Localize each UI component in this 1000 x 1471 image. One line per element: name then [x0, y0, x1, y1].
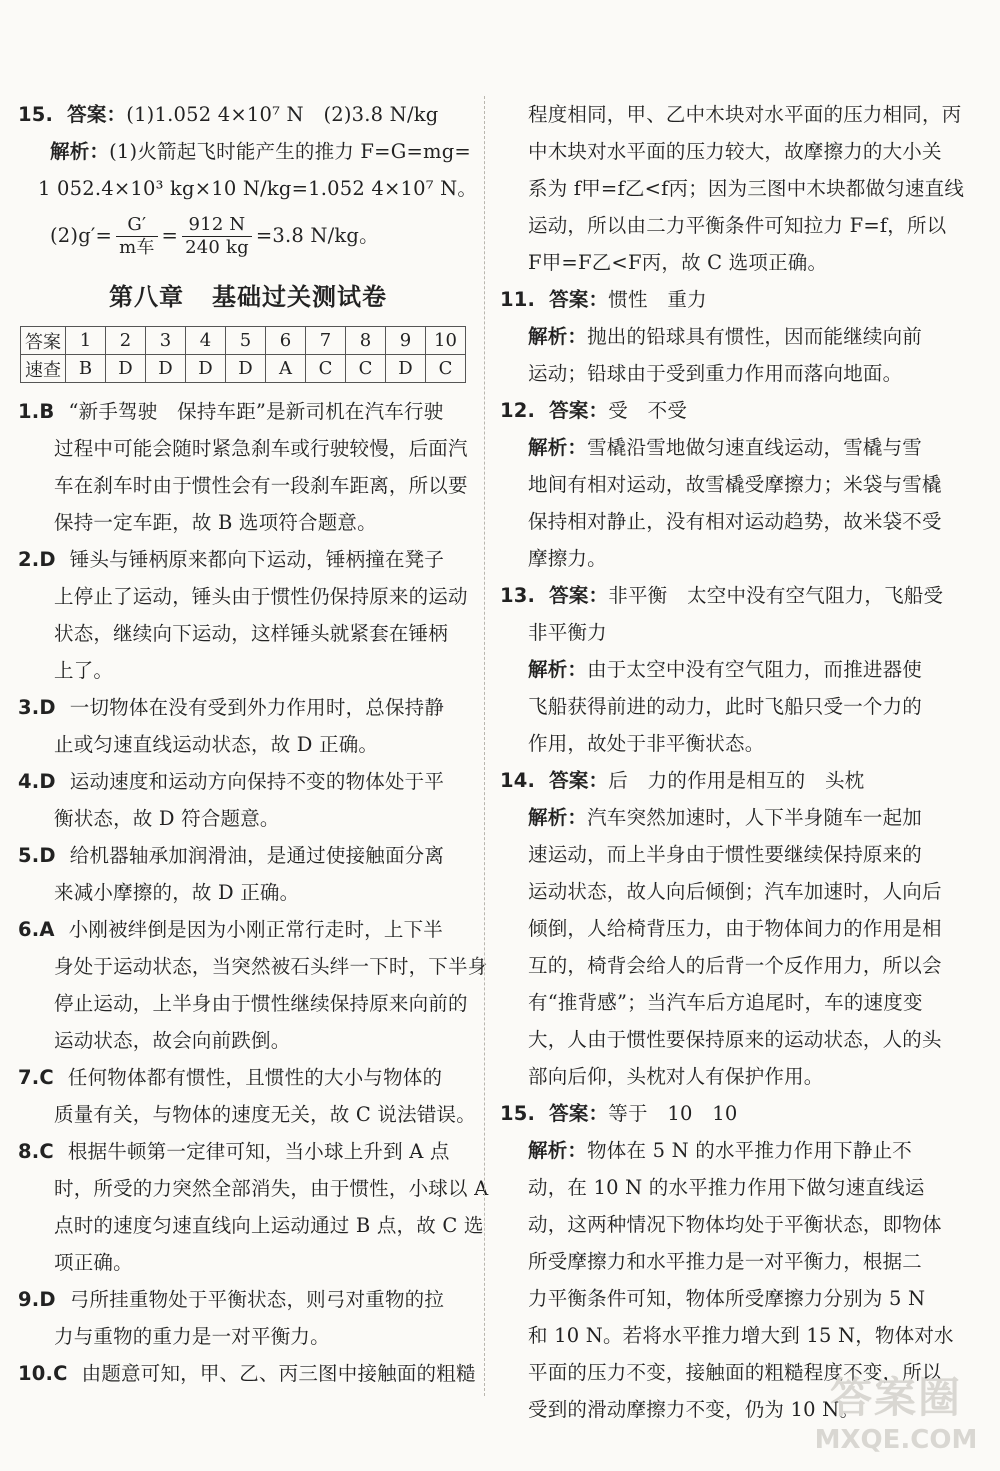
q15-answer-line	[18, 96, 478, 133]
answer-tag: 答案：	[549, 1102, 609, 1125]
table-cell: 4	[186, 327, 226, 355]
table-cell: C	[426, 355, 466, 383]
continuation-line: 系为 f甲=f乙<f丙；因为三图中木块都做匀速直线	[528, 177, 965, 200]
jiexi-line	[500, 1021, 960, 1058]
jiexi-text: 和 10 N。若将水平推力增大到 15 N，物体对水	[528, 1324, 954, 1347]
jiexi-text: 地间有相对运动，故雪橇受摩擦力；米袋与雪橇	[528, 473, 942, 496]
answer-table-answer-row	[21, 355, 466, 383]
jiexi-line	[500, 1243, 960, 1280]
jiexi-line	[500, 466, 960, 503]
answer-tag: 答案：	[549, 584, 609, 607]
answer-line	[500, 1095, 960, 1132]
jiexi-line	[500, 947, 960, 984]
table-cell: 3	[146, 327, 186, 355]
item-text: 运动速度和运动方向保持不变的物体处于平	[69, 770, 445, 793]
item-text: 状态，继续向下运动，这样锤头就紧套在锤柄	[54, 622, 449, 645]
watermark-logo	[806, 1365, 986, 1465]
jiexi-text: 所受摩擦力和水平推力是一对平衡力，根据二	[528, 1250, 923, 1273]
item-line	[18, 1318, 478, 1355]
fraction-g	[116, 214, 157, 259]
item-line	[18, 1133, 478, 1170]
jiexi-text: 汽车突然加速时，人下半身随车一起加	[587, 806, 923, 829]
q15-jiexi-line2: 1 052.4×10³ kg×10 N/kg=1.052 4×10⁷ N。	[38, 177, 478, 200]
item-number: 8.C	[18, 1140, 54, 1163]
jiexi-text: 作用，故处于非平衡状态。	[528, 732, 765, 755]
formula-prefix: (2)g′=	[50, 224, 113, 247]
table-header: 答案	[21, 327, 66, 355]
answer-tag: 答案：	[67, 103, 127, 126]
continuation-line: 中木块对水平面的压力较大，故摩擦力的大小关	[528, 140, 942, 163]
item-line	[18, 985, 478, 1022]
chapter-name: 基础过关测试卷	[212, 283, 387, 311]
jiexi-text: 倾倒，人给椅背压力，由于物体间力的作用是相	[528, 917, 942, 940]
item-text: 停止运动，上半身由于惯性继续保持原来向前的	[54, 992, 468, 1015]
item-line	[18, 837, 478, 874]
jiexi-line	[500, 429, 960, 466]
jiexi-text: 保持相对静止，没有相对运动趋势，故米袋不受	[528, 510, 942, 533]
item-text: 身处于运动状态，当突然被石头绊一下时，下半身	[54, 955, 488, 978]
continuation-line: 运动，所以由二力平衡条件可知拉力 F=f，所以	[528, 214, 947, 237]
jiexi-text: 摩擦力。	[528, 547, 607, 570]
item-text: 力与重物的重力是一对平衡力。	[54, 1325, 330, 1348]
answer-line	[500, 614, 960, 651]
table-cell: D	[386, 355, 426, 383]
jiexi-line	[500, 540, 960, 577]
answer-line	[500, 392, 960, 429]
item-line	[18, 1244, 478, 1281]
jiexi-text: 部向后仰，头枕对人有保护作用。	[528, 1065, 824, 1088]
jiexi-tag: 解析：	[528, 806, 588, 829]
jiexi-text: 动，在 10 N 的水平推力作用下做匀速直线运	[528, 1176, 925, 1199]
table-cell: 10	[426, 327, 466, 355]
column-divider	[484, 96, 485, 1396]
item-number: 10.C	[18, 1362, 68, 1385]
q10-continuation	[500, 96, 965, 281]
formula-suffix: =3.8 N/kg。	[255, 224, 379, 247]
table-cell: C	[306, 355, 346, 383]
jiexi-text: 力平衡条件可知，物体所受摩擦力分别为 5 N	[528, 1287, 926, 1310]
q15-jiexi-text: (1)火箭起飞时能产生的推力 F=G=mg=	[109, 140, 471, 163]
answer-table	[20, 326, 466, 383]
jiexi-tag: 解析：	[528, 1139, 588, 1162]
jiexi-tag: 解析：	[528, 325, 588, 348]
item-text: 一切物体在没有受到外力作用时，总保持静	[69, 696, 445, 719]
item-line	[18, 430, 478, 467]
item-text: 上停止了运动，锤头由于惯性仍保持原来的运动	[54, 585, 468, 608]
item-number: 3.D	[18, 696, 56, 719]
jiexi-tag: 解析：	[528, 658, 588, 681]
answer-tag: 答案：	[549, 399, 609, 422]
item-number: 5.D	[18, 844, 56, 867]
jiexi-text: 受到的滑动摩擦力不变，仍为 10 N。	[528, 1398, 860, 1421]
item-number: 14.	[500, 769, 536, 792]
item-line	[18, 874, 478, 911]
jiexi-text: 运动；铅球由于受到重力作用而落向地面。	[528, 362, 903, 385]
item-text: 车在刹车时由于惯性会有一段刹车距离，所以要	[54, 474, 468, 497]
answer-line	[500, 577, 960, 614]
item-text: 锤头与锤柄原来都向下运动，锤柄撞在凳子	[69, 548, 445, 571]
jiexi-line	[500, 688, 960, 725]
table-cell: D	[106, 355, 146, 383]
jiexi-text: 动，这两种情况下物体均处于平衡状态，即物体	[528, 1213, 942, 1236]
answer-text: 惯性 重力	[608, 288, 707, 311]
item-number: 12.	[500, 399, 536, 422]
item-number: 7.C	[18, 1066, 54, 1089]
item-number: 15.	[500, 1102, 536, 1125]
answer-line	[500, 281, 960, 318]
item-line	[18, 763, 478, 800]
continuation-line: 程度相同，甲、乙中木块对水平面的压力相同，丙	[528, 103, 962, 126]
table-cell: C	[346, 355, 386, 383]
jiexi-line	[500, 355, 960, 392]
item-text: 由题意可知，甲、乙、丙三图中接触面的粗糙	[81, 1362, 476, 1385]
jiexi-text: 飞船获得前进的动力，此时飞船只受一个力的	[528, 695, 923, 718]
continuation-line: F甲=F乙<F丙，故 C 选项正确。	[528, 251, 828, 274]
item-number: 1.B	[18, 400, 55, 423]
item-line	[18, 1022, 478, 1059]
jiexi-line	[500, 1206, 960, 1243]
item-text: 根据牛顿第一定律可知，当小球上升到 A 点	[67, 1140, 450, 1163]
item-line	[18, 1207, 484, 1244]
jiexi-line	[500, 725, 960, 762]
item-text: 运动状态，故会向前跌倒。	[54, 1029, 291, 1052]
fraction-numerator: G′	[116, 214, 157, 237]
answer-text: 非平衡力	[528, 621, 607, 644]
answer-tag: 答案：	[549, 769, 609, 792]
item-number: 6.A	[18, 918, 55, 941]
jiexi-line	[500, 984, 960, 1021]
table-cell: B	[66, 355, 106, 383]
q15-number: 15.	[18, 103, 54, 126]
item-text: 时，所受的力突然全部消失，由于惯性，小球以 A	[54, 1177, 489, 1200]
item-line	[18, 1059, 478, 1096]
jiexi-text: 速运动，而上半身由于惯性要继续保持原来的	[528, 843, 923, 866]
item-text: “新手驾驶 保持车距”是新司机在汽车行驶	[68, 400, 444, 423]
item-line	[18, 726, 478, 763]
jiexi-text: 物体在 5 N 的水平推力作用下静止不	[587, 1139, 912, 1162]
left-column	[18, 96, 489, 1392]
item-text: 质量有关，与物体的速度无关，故 C 说法错误。	[54, 1103, 476, 1126]
jiexi-line	[500, 503, 960, 540]
item-line	[18, 615, 478, 652]
table-cell: 5	[226, 327, 266, 355]
item-text: 来减小摩擦的，故 D 正确。	[54, 881, 300, 904]
jiexi-line	[500, 873, 960, 910]
jiexi-text: 运动状态，故人向后倾倒；汽车加速时，人向后	[528, 880, 942, 903]
jiexi-line	[500, 836, 960, 873]
item-line	[18, 578, 478, 615]
item-line	[18, 467, 478, 504]
jiexi-line	[500, 1280, 960, 1317]
q15-jiexi-line	[18, 133, 478, 170]
item-line	[18, 911, 478, 948]
item-number: 11.	[500, 288, 536, 311]
item-text: 上了。	[54, 659, 114, 682]
item-line	[18, 1355, 478, 1392]
answer-text: 受 不受	[608, 399, 688, 422]
jiexi-line	[500, 1058, 960, 1095]
answer-tag: 答案：	[549, 288, 609, 311]
item-text: 弓所挂重物处于平衡状态，则弓对重物的拉	[69, 1288, 445, 1311]
jiexi-line	[500, 910, 960, 947]
q15-answer: (1)1.052 4×10⁷ N (2)3.8 N/kg	[126, 103, 439, 126]
item-number: 13.	[500, 584, 536, 607]
answer-text: 非平衡 太空中没有空气阻力，飞船受	[608, 584, 944, 607]
answer-text: 后 力的作用是相互的 头枕	[608, 769, 865, 792]
answer-table-number-row	[21, 327, 466, 355]
item-number: 9.D	[18, 1288, 56, 1311]
table-cell: 9	[386, 327, 426, 355]
item-text: 项正确。	[54, 1251, 133, 1274]
table-cell: A	[266, 355, 306, 383]
table-header: 速查	[21, 355, 66, 383]
right-items-list	[500, 281, 960, 1428]
table-cell: D	[186, 355, 226, 383]
answer-text: 等于 10 10	[608, 1102, 738, 1125]
jiexi-text: 抛出的铅球具有惯性，因而能继续向前	[587, 325, 923, 348]
jiexi-text: 大，人由于惯性要保持原来的运动状态，人的头	[528, 1028, 942, 1051]
jiexi-line	[500, 1132, 960, 1169]
jiexi-text: 互的，椅背会给人的后背一个反作用力，所以会	[528, 954, 942, 977]
jiexi-text: 平面的压力不变，接触面的粗糙程度不变，所以	[528, 1361, 942, 1384]
item-text: 给机器轴承加润滑油，是通过使接触面分离	[69, 844, 445, 867]
table-cell: 8	[346, 327, 386, 355]
table-cell: 6	[266, 327, 306, 355]
watermark-url: MXQE.COM	[814, 1425, 978, 1455]
jiexi-line	[500, 1169, 960, 1206]
item-line	[18, 652, 478, 689]
item-line	[18, 541, 478, 578]
table-cell: 1	[66, 327, 106, 355]
fraction-numerator: 912 N	[182, 214, 252, 237]
item-text: 过程中可能会随时紧急刹车或行驶较慢，后面汽	[54, 437, 468, 460]
table-cell: D	[146, 355, 186, 383]
item-line	[18, 393, 478, 430]
jiexi-line	[500, 651, 960, 688]
item-line	[18, 504, 478, 541]
left-items-list	[18, 393, 489, 1392]
table-cell: D	[226, 355, 266, 383]
jiexi-line	[500, 318, 960, 355]
item-text: 保持一定车距，故 B 选项符合题意。	[54, 511, 377, 534]
jiexi-tag: 解析：	[50, 140, 110, 163]
chapter-number: 第八章	[109, 283, 184, 311]
item-number: 4.D	[18, 770, 56, 793]
jiexi-text: 有“推背感”；当汽车后方追尾时，车的速度变	[528, 991, 923, 1014]
item-line	[18, 948, 488, 985]
item-text: 衡状态，故 D 符合题意。	[54, 807, 280, 830]
item-line	[18, 1281, 478, 1318]
jiexi-line	[500, 1317, 960, 1354]
item-text: 点时的速度匀速直线向上运动通过 B 点，故 C 选	[54, 1214, 484, 1237]
jiexi-text: 由于太空中没有空气阻力，而推进器使	[587, 658, 923, 681]
jiexi-text: 雪橇沿雪地做匀速直线运动，雪橇与雪	[587, 436, 923, 459]
item-line	[18, 800, 478, 837]
item-text: 任何物体都有惯性，且惯性的大小与物体的	[67, 1066, 443, 1089]
table-cell: 2	[106, 327, 146, 355]
q15-formula: (2)g′= $\frac{G'}{\text{m车}}$ = $\frac{912 N}{240 kg}$ =3.8 N/kg。	[50, 214, 379, 258]
jiexi-line	[500, 799, 960, 836]
watermark-text: 答案圈	[829, 1373, 962, 1422]
item-number: 2.D	[18, 548, 56, 571]
fraction-denominator: m车	[119, 237, 155, 258]
item-line	[18, 1096, 478, 1133]
item-text: 止或匀速直线运动状态，故 D 正确。	[54, 733, 379, 756]
fraction-denominator: 240 kg	[185, 237, 249, 258]
right-column	[500, 96, 965, 1428]
item-text: 小刚被绊倒是因为小刚正常行走时，上下半	[68, 918, 443, 941]
fraction-values	[182, 214, 252, 259]
table-cell: 7	[306, 327, 346, 355]
answer-line	[500, 762, 960, 799]
jiexi-tag: 解析：	[528, 436, 588, 459]
item-line	[18, 1170, 489, 1207]
chapter-title	[18, 277, 478, 312]
item-line	[18, 689, 478, 726]
